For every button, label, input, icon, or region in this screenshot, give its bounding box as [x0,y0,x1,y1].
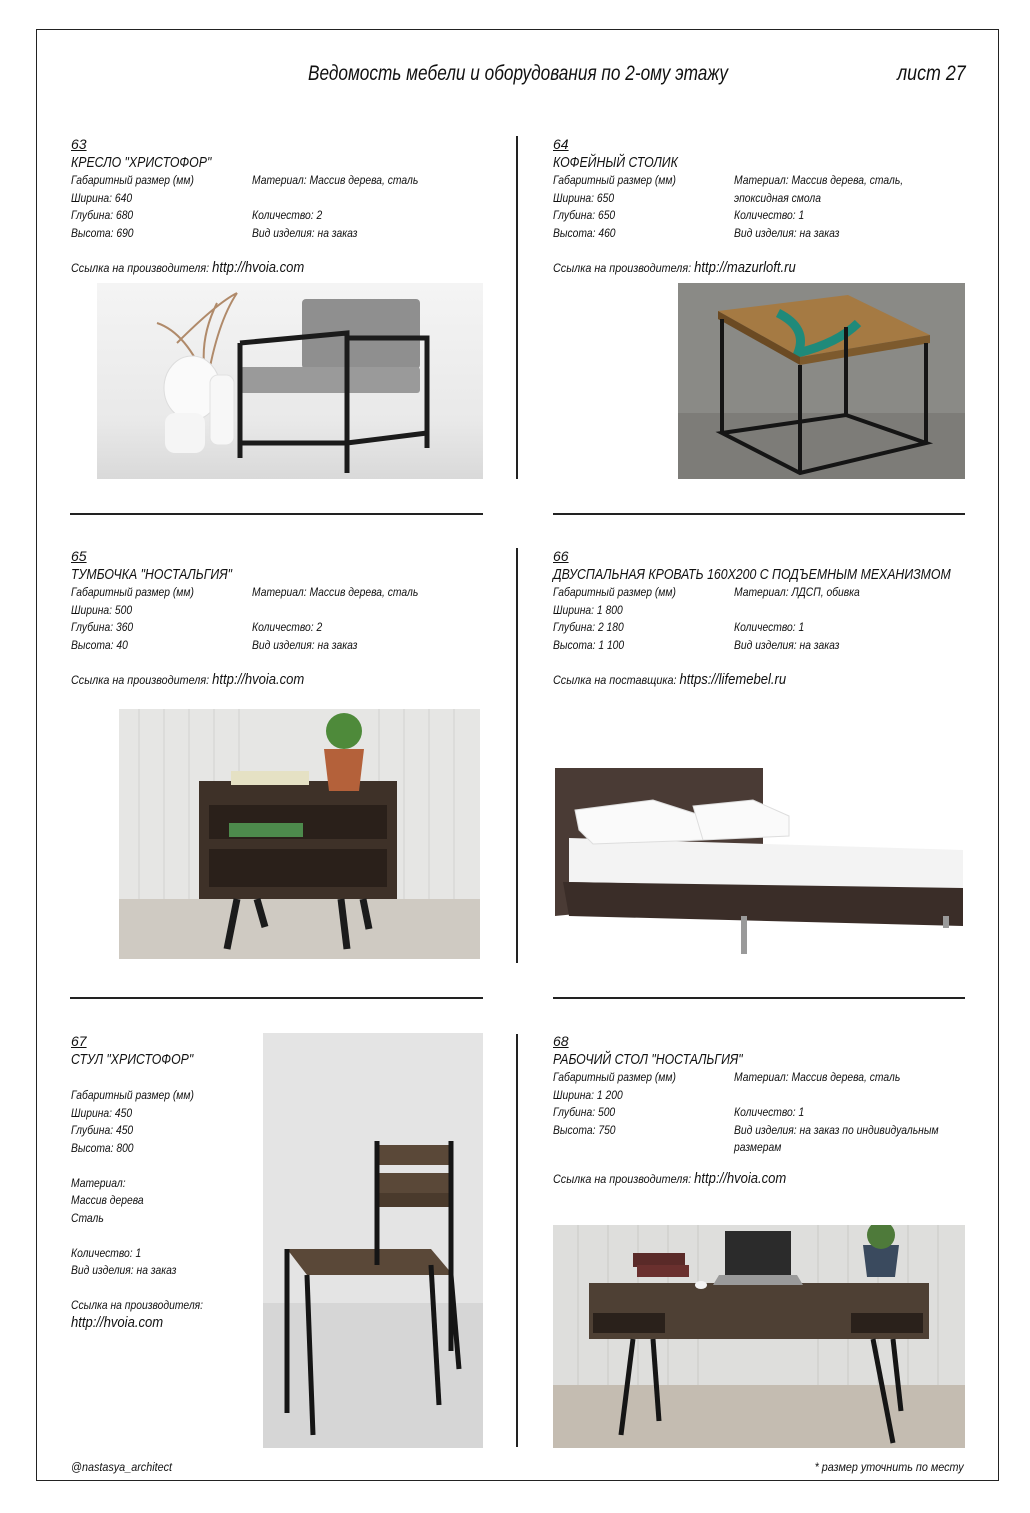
spec-line: Высота: 750 [553,1122,616,1137]
author-handle: @nastasya_architect [71,1460,173,1474]
spec-line: Количество: 2 [252,208,323,222]
spec-line: Вид изделия: на заказ по индивидуальным [734,1122,939,1137]
spec-line: Габаритный размер (мм) [71,585,194,599]
item-name: СТУЛ "ХРИСТОФОР" [71,1051,194,1068]
item-63 [71,136,491,276]
item-name: ТУМБОЧКА "НОСТАЛЬГИЯ" [71,566,232,583]
desk-photo [553,1225,965,1448]
spec-line: Высота: 40 [71,637,128,652]
coffee-table-photo [678,283,965,479]
spec-line: Материал: ЛДСП, обивка [734,585,860,599]
spec-line: Вид изделия: на заказ [252,225,358,240]
column-divider-1 [516,136,518,479]
item-number: 64 [553,136,569,152]
manufacturer-link: Ссылка на производителя: http://hvoia.com [553,1171,787,1187]
spec-line [734,602,860,620]
row-divider [70,513,483,515]
spec-line: Габаритный размер (мм) [71,1088,194,1102]
item-name: ДВУСПАЛЬНАЯ КРОВАТЬ 160Х200 С ПОДЪЕМНЫМ МЕХАНИЗМОМ [553,566,951,583]
item-number: 63 [71,136,87,152]
row-divider [553,513,965,515]
item-number: 67 [71,1033,87,1049]
spec-line: Глубина: 500 [553,1105,616,1119]
spec-line: Материал: [71,1175,126,1190]
supplier-link: Ссылка на поставщика: https://lifemebel.ru [553,672,787,688]
footnote: * размер уточнить по месту [814,1460,964,1474]
spec-line: Ширина: 1 200 [553,1087,623,1102]
manufacturer-link: Ссылка на производителя: http://mazurloft.ru [553,260,796,276]
item-name: КОФЕЙНЫЙ СТОЛИК [553,154,678,171]
column-divider-3 [516,1034,518,1447]
chair-photo [263,1033,483,1448]
manufacturer-url[interactable]: http://mazurloft.ru [694,260,796,276]
spec-line: Материал: Массив дерева, сталь [252,585,419,599]
spec-line: Габаритный размер (мм) [553,1070,676,1084]
spec-line: Материал: Массив дерева, сталь, [734,173,904,187]
spec-line: Количество: 1 [71,1245,142,1260]
spec-line [71,1280,226,1298]
item-66 [553,548,973,688]
spec-line: Материал: Массив дерева, сталь [734,1070,901,1084]
spec-line: размерам [734,1140,782,1154]
spec-line [734,1087,939,1105]
spec-line: Высота: 1 100 [553,637,625,652]
item-name: КРЕСЛО "ХРИСТОФОР" [71,154,212,171]
spec-line: Ширина: 640 [71,190,133,205]
nightstand-photo [119,709,480,959]
spec-line: Массив дерева [71,1193,144,1207]
item-64 [553,136,973,276]
spec-line: Габаритный размер (мм) [71,173,194,187]
spec-line: Габаритный размер (мм) [553,173,676,187]
manufacturer-url[interactable]: http://hvoia.com [71,1314,164,1331]
page-title: Ведомость мебели и оборудования по 2-ому этажу [308,62,729,85]
spec-line: Габаритный размер (мм) [553,585,676,599]
item-67 [71,1033,251,1331]
spec-line [252,190,418,208]
spec-line: Количество: 2 [252,620,323,634]
item-number: 66 [553,548,569,564]
spec-line: Глубина: 2 180 [553,620,624,634]
sheet-number: лист 27 [897,62,966,85]
spec-line: Ширина: 650 [553,190,615,205]
row-divider [70,997,483,999]
spec-line: Вид изделия: на заказ [71,1263,177,1277]
spec-line: Высота: 690 [71,225,134,240]
manufacturer-link: Ссылка на производителя: http://hvoia.com [71,672,305,688]
supplier-url[interactable]: https://lifemebel.ru [679,672,787,688]
item-name: РАБОЧИЙ СТОЛ "НОСТАЛЬГИЯ" [553,1051,743,1068]
spec-line [71,1227,226,1245]
spec-line: Высота: 460 [553,225,616,240]
row-divider [553,997,965,999]
spec-line: эпоксидная смола [734,190,821,205]
spec-line: Высота: 800 [71,1140,134,1155]
spec-line: Глубина: 360 [71,620,134,634]
item-65 [71,548,491,688]
manufacturer-link: Ссылка на производителя: http://hvoia.com [71,260,305,276]
spec-line: Глубина: 680 [71,208,134,222]
spec-line: Ширина: 500 [71,602,133,617]
spec-line: Ссылка на производителя: [71,1298,204,1312]
spec-line [252,602,418,620]
spec-line: Количество: 1 [734,620,805,634]
manufacturer-url[interactable]: http://hvoia.com [212,260,305,276]
column-divider-2 [516,548,518,963]
manufacturer-url[interactable]: http://hvoia.com [212,672,305,688]
spec-line: Количество: 1 [734,208,805,222]
spec-line: Количество: 1 [734,1105,805,1119]
manufacturer-url[interactable]: http://hvoia.com [694,1171,787,1187]
spec-line [71,1157,226,1175]
spec-line: Ширина: 1 800 [553,602,623,617]
item-number: 68 [553,1033,569,1049]
spec-line: Глубина: 450 [71,1123,134,1137]
spec-line: Вид изделия: на заказ [252,637,358,652]
item-68 [553,1033,973,1187]
armchair-photo [97,283,483,479]
spec-line: Глубина: 650 [553,208,616,222]
manufacturer-link [71,1315,233,1331]
spec-line: Ширина: 450 [71,1105,133,1120]
bed-photo [553,766,965,958]
spec-line: Сталь [71,1210,104,1225]
spec-line: Вид изделия: на заказ [734,225,840,240]
item-number: 65 [71,548,87,564]
spec-line: Материал: Массив дерева, сталь [252,173,419,187]
spec-line: Вид изделия: на заказ [734,637,840,652]
